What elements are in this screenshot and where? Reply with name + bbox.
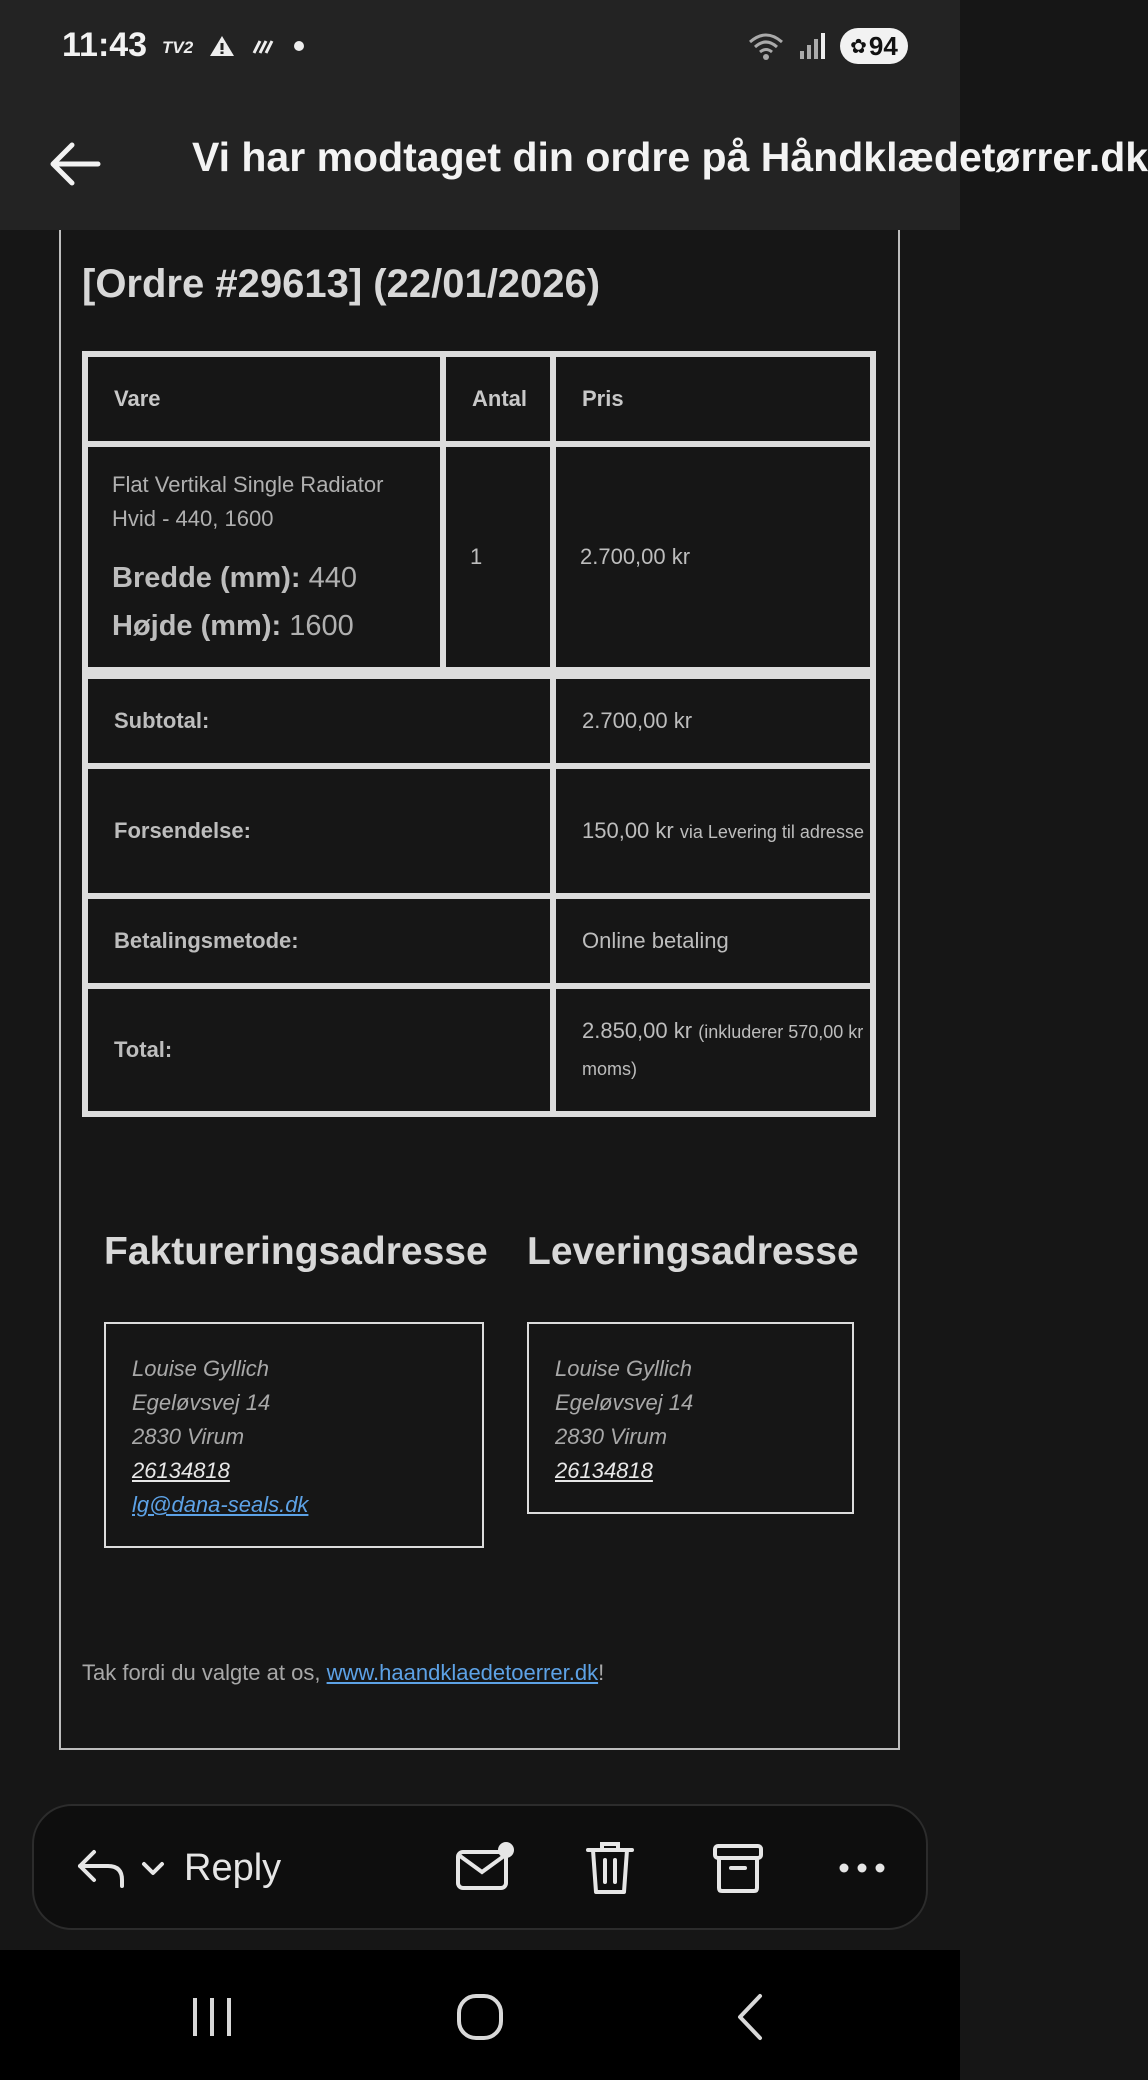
item-width [112,554,440,602]
total-value: 2.850,00 kr [582,1018,693,1043]
total-row-subtotal [85,676,873,766]
item-width-label: Bredde (mm): [112,562,301,594]
order-table [82,351,876,1117]
table-row [85,444,873,670]
battery-level: 94 [868,30,898,61]
payment-label: Betalingsmetode: [85,896,553,986]
alert-icon [208,34,236,58]
recent-apps-button[interactable] [180,1985,244,2049]
subtotal-value: 2.700,00 kr [553,676,873,766]
archive-button[interactable] [710,1836,766,1900]
header-price: Pris [553,354,873,444]
delete-button[interactable] [582,1836,638,1900]
status-left-icons [162,34,306,58]
shipping-city: 2830 Virum [555,1424,668,1449]
email-subject: Vi har modtaget din ordre på Håndklædetørrer.dk [192,134,1148,180]
total-row-shipping [85,766,873,896]
item-qty: 1 [443,444,553,670]
billing-phone-link[interactable]: 26134818 [132,1458,230,1483]
sync-icon [250,35,278,57]
billing-email-link[interactable]: lg@dana-seals.dk [132,1492,309,1517]
billing-heading: Faktureringsadresse [104,1230,488,1273]
shipping-address-box [527,1322,854,1514]
billing-city: 2830 Virum [132,1424,245,1449]
thanks-suffix: ! [598,1660,605,1685]
chevron-down-icon[interactable] [136,1851,170,1885]
email-action-bar [32,1804,928,1930]
system-nav-bar [0,1950,960,2080]
item-name: Flat Vertikal Single Radiator Hvid - 440, 1600 [112,472,384,531]
reply-label: Reply [184,1846,282,1889]
more-icon [838,1858,886,1878]
subtotal-label: Subtotal: [85,676,553,766]
nav-back-icon [730,1992,770,2042]
header-item: Vare [85,354,443,444]
item-width-value: 440 [308,562,357,594]
shipping-label: Forsendelse: [85,766,553,896]
back-arrow-icon [44,132,108,196]
reply-icon [74,1844,130,1892]
total-value-cell [553,986,873,1114]
archive-icon [710,1840,766,1896]
status-bar [0,0,960,96]
billing-street: Egeløvsvej 14 [132,1390,271,1415]
home-button[interactable] [448,1985,512,2049]
payment-value: Online betaling [553,896,873,986]
nav-back-button[interactable] [718,1985,782,2049]
signal-icon [798,31,828,61]
order-title: [Ordre #29613] (22/01/2026) [82,262,601,306]
svg-text:TV2: TV2 [162,38,194,57]
shipping-note: via Levering til adresse [679,821,864,842]
status-right-icons [746,28,908,64]
app-bar [0,96,1148,230]
wifi-icon [746,30,786,62]
billing-address-box [104,1322,484,1548]
thanks-prefix: Tak fordi du valgte at os, [82,1660,327,1685]
shipping-value: 150,00 kr [582,817,674,843]
shipping-street: Egeløvsvej 14 [555,1390,694,1415]
shop-link[interactable]: www.haandklaedetoerrer.dk [326,1660,599,1685]
recent-apps-icon [189,1994,235,2040]
trash-icon [582,1838,638,1898]
tv2-icon [162,35,194,57]
shipping-heading: Leveringsadresse [527,1230,859,1273]
battery-icon: ✿ 94 [840,28,908,64]
table-header-row [85,354,873,444]
item-price: 2.700,00 kr [553,444,873,670]
mail-unread-icon [452,1840,516,1896]
billing-name: Louise Gyllich [132,1356,269,1381]
home-icon [455,1992,505,2042]
item-height-value: 1600 [289,610,354,642]
item-height [112,602,440,650]
total-label: Total: [85,986,553,1114]
shipping-name: Louise Gyllich [555,1356,692,1381]
mark-unread-button[interactable] [452,1836,516,1900]
reply-button[interactable] [74,1836,281,1900]
shipping-value-cell [553,766,873,896]
total-row-payment [85,896,873,986]
item-height-label: Højde (mm): [112,610,282,642]
back-button[interactable] [44,132,108,196]
total-row-total [85,986,873,1114]
shipping-phone-link[interactable]: 26134818 [555,1458,653,1483]
thanks-text [82,1660,604,1686]
dot-icon [292,39,306,53]
total-note: (inkluderer 570,00 kr moms) [582,1022,864,1079]
status-time: 11:43 [62,26,148,64]
item-cell [85,444,443,670]
more-options-button[interactable] [838,1836,886,1900]
header-qty: Antal [443,354,553,444]
